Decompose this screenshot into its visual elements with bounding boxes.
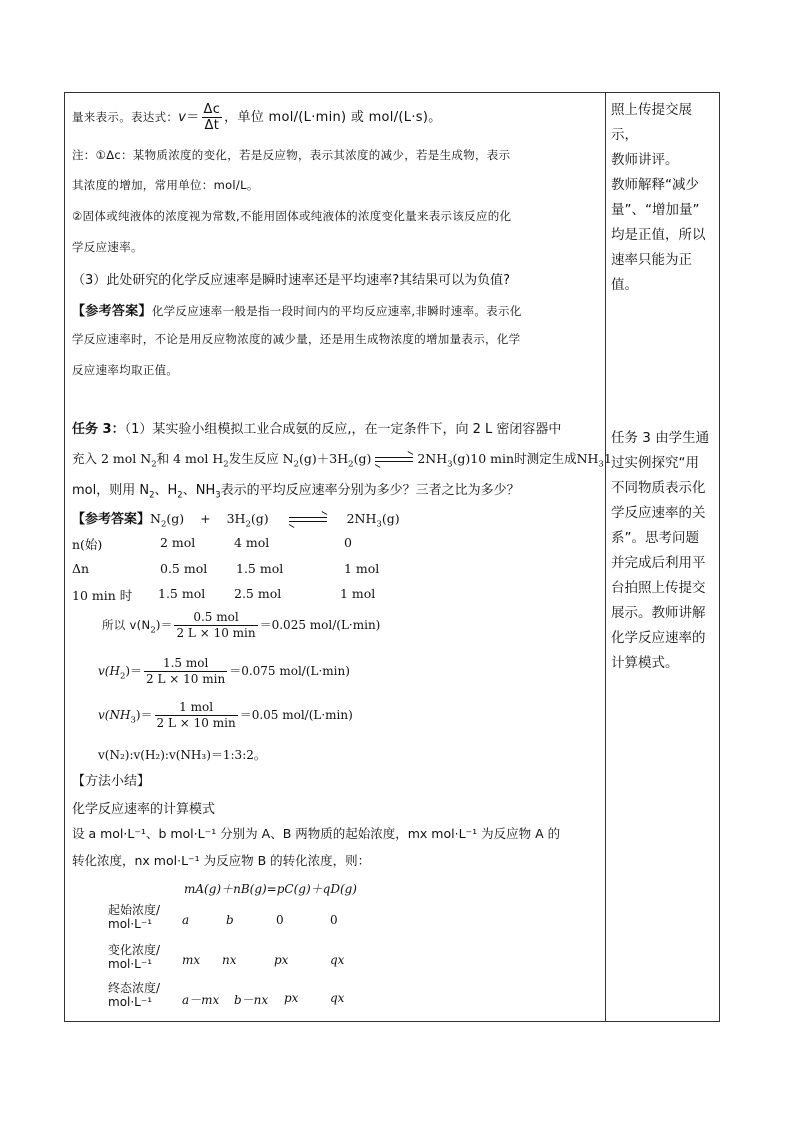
- fraction-denominator: Δt: [204, 118, 220, 133]
- method-summary-title: 【方法小结】: [72, 774, 151, 789]
- note-1-line-a: 注：①Δc：某物质浓度的变化，若是反应物，表示其浓度的减少，若是生成物，表示: [72, 148, 511, 162]
- task-3-label: 任务 3：: [72, 422, 125, 437]
- row-value: 1.5 mol: [158, 586, 206, 601]
- task-3-line-a: [72, 418, 561, 437]
- row-value: 2.5 mol: [234, 586, 282, 601]
- row-value: 4 mol: [234, 535, 270, 550]
- row-value: 0: [344, 535, 352, 550]
- row-value: 1 mol: [344, 561, 380, 576]
- answer-1-line-a: [72, 300, 522, 319]
- task-3-line-c: mol，则用 $N_2$、$H_2$、$NH_3$表示的平均反应速率分别为多少？三者之比为多少？: [72, 483, 520, 501]
- task-text-part: 2NH: [417, 451, 448, 466]
- answer-1-text: 化学反应速率一般是指一段时间内的平均反应速率,非瞬时速率。表示化: [151, 304, 522, 318]
- model-equation: mA(g)＋nB(g)=pC(g)＋qD(g): [184, 882, 357, 896]
- task-text-part: 和 4 mol H: [156, 451, 224, 466]
- task-3-text: （1）某实验小组模拟工业合成氨的反应,，在一定条件下，向 2 L 密闭容器中: [124, 422, 562, 437]
- expression-prefix: 量来表示。表达式：: [72, 110, 179, 124]
- rate-ratio: v(N₂):v(H₂):v(NH₃)＝1:3:2。: [98, 748, 266, 762]
- task-text-part: (g): [353, 451, 372, 466]
- row-value: 0.5 mol: [160, 561, 208, 576]
- model-row-label: 起始浓度/ mol·L⁻¹: [108, 903, 161, 931]
- row-label: Δn: [72, 561, 90, 576]
- velocity-symbol: v: [178, 110, 187, 125]
- teacher-note-block-1: 照上传提交展示， 教师讲评。 教师解释“减少 量”、“增加量” 均是正值，所以 速率只能为正值。: [611, 102, 706, 293]
- answer-1-line-b: 学反应速率时，不论是用反应物浓度的减少量，还是用生成物浓度的增加量表示，化学: [72, 332, 521, 346]
- row-value: 1 mol: [340, 586, 376, 601]
- calc-fraction: $\frac{\text{0.5 mol}}{2 L \times 10 \min}$: [176, 610, 256, 640]
- answer-label: 【参考答案】: [72, 512, 151, 527]
- calc-nh3: $v(NH_3)=$ $\frac{\text{1 mol}}{2 L \times 10 \min}$ ＝0.05 mol/(L·min): [98, 700, 353, 730]
- task-text-part: 1: [603, 451, 612, 466]
- calc-n2: 所以 $v(N_2)=$ $\frac{\text{0.5 mol}}{2 L \times 10 \min}$ ＝0.025 mol/(L·min): [102, 610, 381, 640]
- method-subtitle: 化学反应速率的计算模式: [72, 802, 216, 817]
- teacher-note-block-2: 任务 3 由学生通 过实例探究“用 不同物质表示化 学反应速率的关 系”。思考问题 并完成后利用平 台拍照上传提交 展示。教师讲解 化学反应速率的 计算模式。: [611, 430, 710, 671]
- model-row-label: 变化浓度/ mol·L⁻¹: [108, 943, 161, 971]
- calc-h2: $v(H_2)=$ $\frac{\text{1.5 mol}}{2 L \times 10 \min}$ ＝0.075 mol/(L·min): [98, 656, 350, 686]
- unit-text: ，单位 mol/(L·min) 或 mol/(L·s)。: [224, 110, 442, 125]
- note-2-line-a: ②固体或纯液体的浓度视为常数,不能用固体或纯液体的浓度变化量来表示该反应的化: [72, 209, 512, 223]
- model-row-label: 终态浓度/ mol·L⁻¹: [108, 981, 161, 1009]
- calc-fraction: $\frac{\text{1.5 mol}}{2 L \times 10 \min}$: [146, 656, 226, 686]
- task-text-part: 充入 2 mol N: [72, 451, 152, 466]
- row-label: n(始): [72, 537, 103, 552]
- expression-line: [72, 102, 442, 133]
- column-divider: [605, 92, 606, 1022]
- method-line-b: 转化浓度，nx mol·L⁻¹ 为反应物 B 的转化浓度，则：: [72, 853, 371, 868]
- row-value: 1.5 mol: [236, 561, 284, 576]
- equilibrium-arrow-icon: [289, 516, 327, 524]
- note-2-line-b: 学反应速率。: [72, 240, 143, 254]
- delta-c-over-delta-t: [202, 102, 223, 133]
- task-text-part: (g)＋3H: [299, 451, 349, 466]
- question-3: （3）此处研究的化学反应速率是瞬时速率还是平均速率?其结果可以为负值?: [72, 273, 511, 288]
- answer-2-equation: 【参考答案】$N_2(g) + 3H_2(g)$ $2NH_3(g)$: [72, 511, 400, 530]
- equals-sign: ＝: [186, 110, 200, 125]
- row-label: 10 min 时: [72, 588, 133, 603]
- answer-1-line-c: 反应速率均取正值。: [72, 363, 179, 377]
- task-text-part: (g)10 min时测定生成NH: [452, 451, 599, 466]
- task-text-part: 发生反应 N: [228, 451, 294, 466]
- fraction-numerator: Δc: [203, 102, 221, 117]
- note-1-line-b: 其浓度的增加，常用单位：mol/L。: [72, 178, 259, 192]
- teacher-notes-column: [611, 98, 717, 676]
- answer-label: 【参考答案】: [72, 304, 152, 319]
- equilibrium-arrow-icon: [375, 456, 413, 464]
- method-line-a: 设 a mol·L⁻¹、b mol·L⁻¹ 分别为 A、B 两物质的起始浓度，mx mol·L⁻¹ 为反应物 A 的: [72, 826, 561, 841]
- task-3-line-b: 充入 2 mol $N_2$和 4 mol $H_2$发生反应 $N_2(g)+3H_2(g)$ $2NH_3(g)10$ min时测定生成$NH_31$: [72, 451, 612, 470]
- calc-fraction: $\frac{\text{1 mol}}{2 L \times 10 \min}$: [156, 700, 236, 730]
- row-value: 2 mol: [160, 535, 196, 550]
